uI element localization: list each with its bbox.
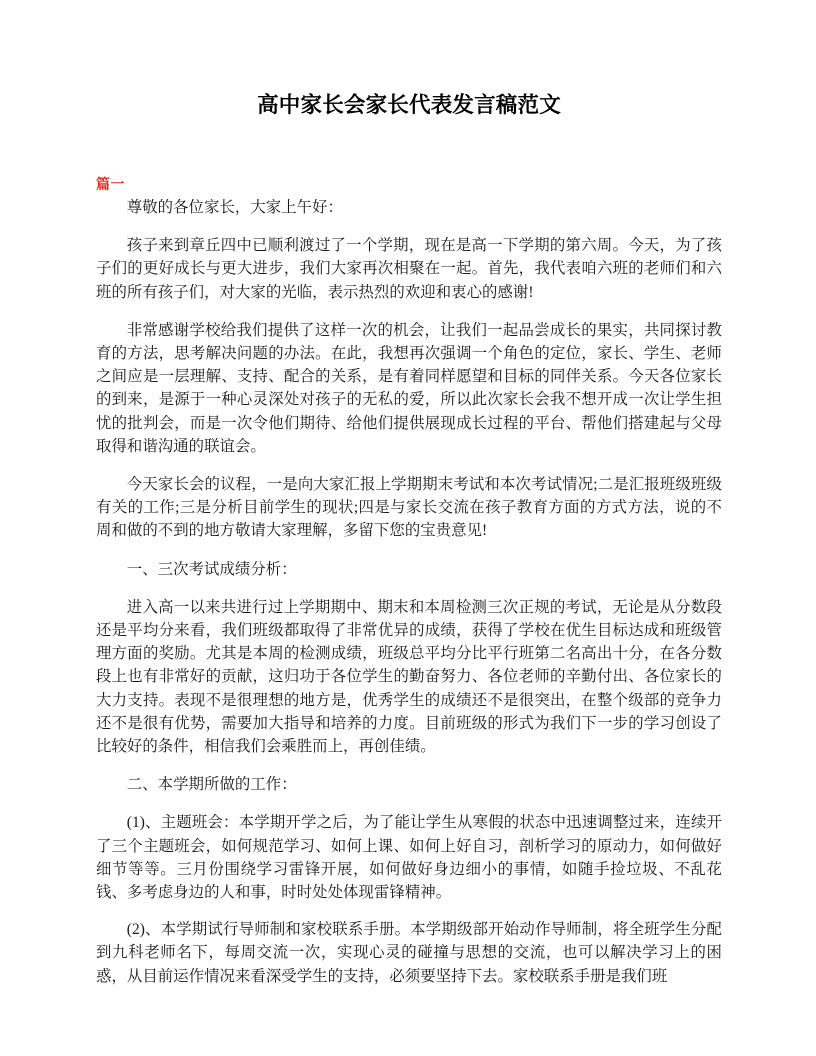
paragraph-thanks-school: 非常感谢学校给我们提供了这样一次的机会，让我们一起品尝成长的果实，共同探讨教育的方法，思考解决问题的办法。在此，我想再次强调一个角色的定位，家长、学生、老师之间应是一层理解、支持、配合的关系，是有着同样愿望和目标的同伴关系。今天各位家长的到来，是源于一种心灵深处对孩子的无私的爱，所以此次家长会我不想开成一次让学生担忧的批判会，而是一次令他们期待、给他们提供展现成长过程的平台、帮他们搭建起与父母取得和谐沟通的联谊会。: [96, 321, 722, 455]
section-marker-pian-yi: 篇一: [96, 177, 125, 193]
page-title: 高中家长会家长代表发言稿范文: [257, 93, 561, 118]
paragraph-agenda: 今天家长会的议程，一是向大家汇报上学期期末考试和本次考试情况;二是汇报班级班级有关的工作;三是分析目前学生的现状;四是与家长交流在孩子教育方面的方式方法，说的不周和做的不到的地方敬请大家理解，多留下您的宝贵意见!: [96, 476, 722, 540]
document-body: [96, 121, 722, 988]
heading-exam-analysis: 一、三次考试成绩分析：: [126, 560, 297, 578]
paragraph-theme-class-meeting: (1)、主题班会：本学期开学之后，为了能让学生从寒假的状态中迅速调整过来，连续开了三个主题班会，如何规范学习、如何上课、如何上好自习，剖析学习的原动力，如何做好细节等等。三月份围绕学习雷锋开展，如何做好身边细小的事情，如随手捡垃圾、不乱花钱、多考虑身边的人和事，时时处处体现雷锋精神。: [96, 814, 722, 902]
paragraph-semester-intro: 孩子来到章丘四中已顺利渡过了一个学期，现在是高一下学期的第六周。今天，为了孩子们的更好成长与更大进步，我们大家再次相聚在一起。首先，我代表咱六班的老师们和六班的所有孩子们，对大家的光临，表示热烈的欢迎和衷心的感谢!: [96, 237, 722, 301]
paragraph-exam-analysis-body: 进入高一以来共进行过上学期期中、期末和本周检测三次正规的考试，无论是从分数段还是平均分来看，我们班级都取得了非常优异的成绩，获得了学校在优生目标达成和班级管理方面的奖励。尤其是本周的检测成绩，班级总平均分比平行班第二名高出十分，在各分数段上也有非常好的贡献，这归功于各位学生的勤奋努力、各位老师的辛勤付出、各位家长的大力支持。表现不是很理想的地方是，优秀学生的成绩还不是很突出，在整个级部的竞争力还不是很有优势，需要加大指导和培养的力度。目前班级的形式为我们下一步的学习创设了比较好的条件，相信我们会乘胜而上，再创佳绩。: [96, 598, 722, 756]
heading-semester-work: 二、本学期所做的工作：: [126, 776, 297, 794]
paragraph-greeting: 尊敬的各位家长，大家上午好：: [126, 199, 343, 216]
paragraph-mentor-system: (2)、本学期试行导师制和家校联系手册。本学期级部开始动作导师制，将全班学生分配到九科老师名下，每周交流一次，实现心灵的碰撞与思想的交流，也可以解决学习上的困惑，从目前运作情况来看深受学生的支持，必须要坚持下去。家校联系手册是我们班: [96, 921, 722, 985]
